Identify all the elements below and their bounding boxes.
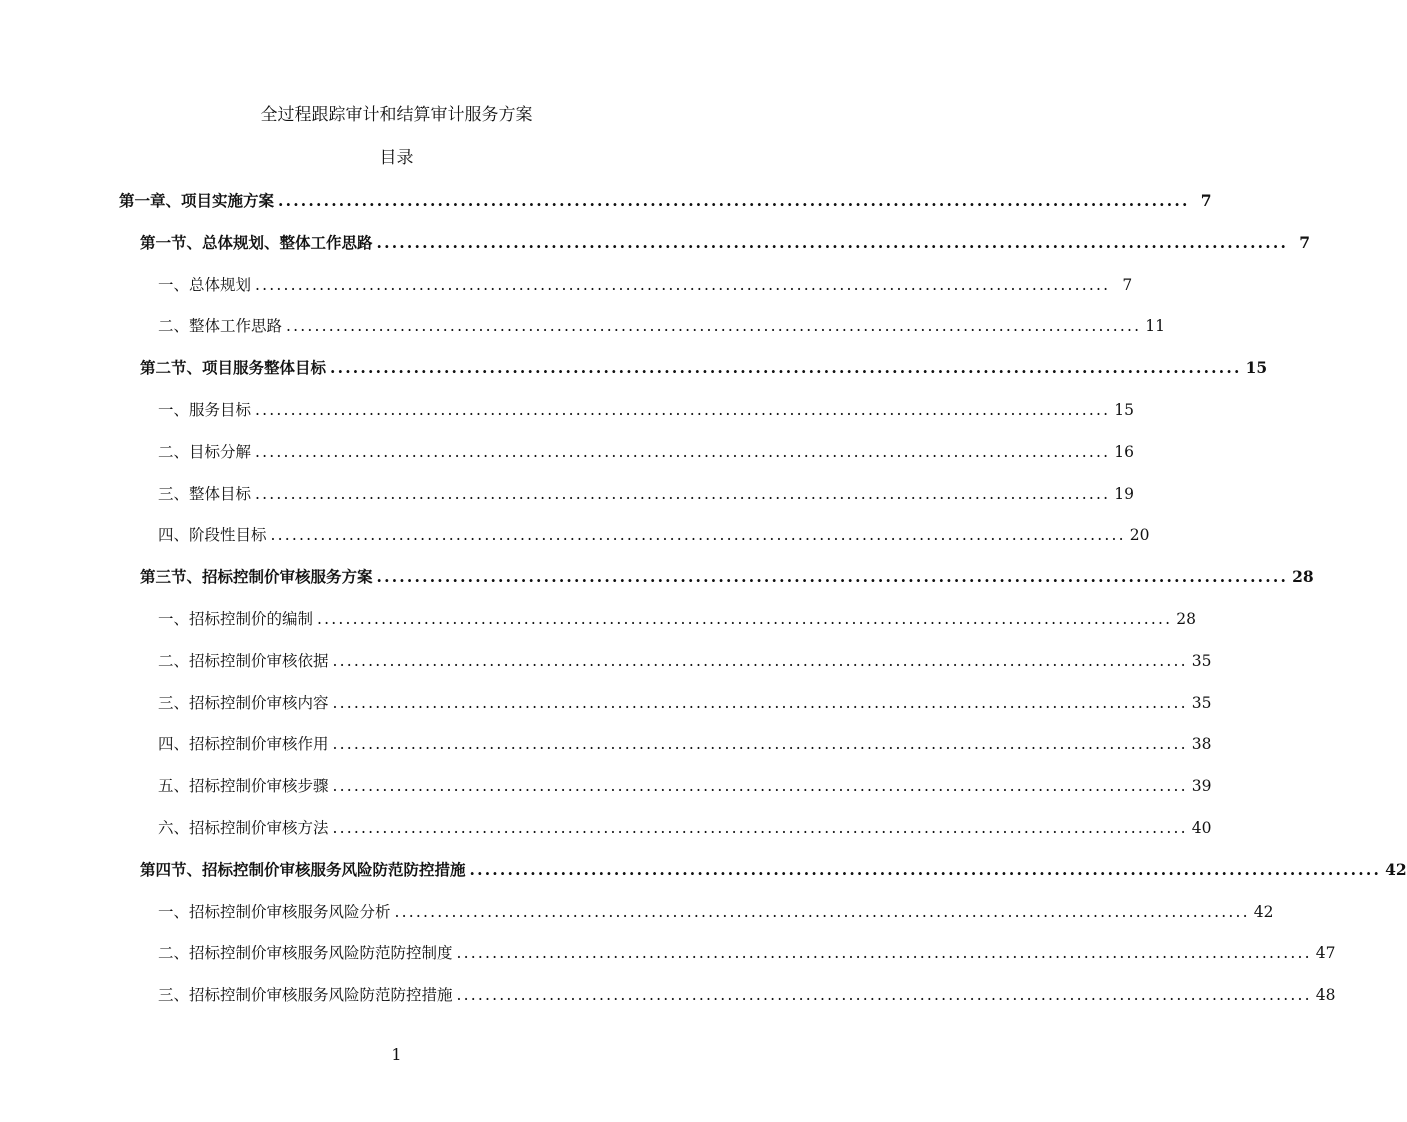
- toc-entry-label: 第一章、项目实施方案: [119, 191, 275, 210]
- toc-entry-label: 第二节、项目服务整体目标: [140, 358, 327, 378]
- toc-entry-label: 五、招标控制价审核步骤: [158, 777, 329, 796]
- toc-entry[interactable]: [140, 231, 1311, 255]
- toc-entry-page: 40: [1191, 819, 1212, 837]
- page-number: 1: [391, 1045, 402, 1064]
- toc-entry-label: 一、招标控制价审核服务风险分析: [158, 902, 391, 921]
- toc-entry-label: 二、招标控制价审核依据: [158, 651, 329, 670]
- toc-dot-leader: ........................................................................................................................: [332, 819, 1188, 837]
- toc-entry-page: 35: [1191, 651, 1212, 670]
- toc-dot-leader: ........................................................................................................................: [332, 651, 1188, 670]
- toc-entry[interactable]: [158, 440, 1134, 464]
- toc-entry[interactable]: [158, 732, 1212, 756]
- toc-entry[interactable]: [158, 523, 1150, 547]
- toc-entry[interactable]: [158, 983, 1336, 1007]
- toc-entry-label: 第四节、招标控制价审核服务风险防范防控措施: [140, 859, 466, 879]
- toc-entry-page: 15: [1114, 401, 1134, 419]
- toc-entry-page: 48: [1315, 986, 1336, 1005]
- toc-entry-page: 42: [1253, 902, 1274, 921]
- toc-entry[interactable]: [158, 816, 1212, 840]
- toc-entry-label: 一、总体规划: [158, 275, 252, 294]
- toc-entry-page: 20: [1129, 526, 1150, 545]
- toc-dot-leader: ........................................................................................................................: [255, 401, 1111, 419]
- toc-entry-page: 7: [1299, 232, 1311, 252]
- toc-entry[interactable]: [158, 398, 1134, 422]
- toc-entry-page: 28: [1176, 610, 1196, 628]
- toc-dot-leader: ........................................................................................................................: [376, 567, 1289, 587]
- toc-entry[interactable]: [158, 649, 1212, 673]
- toc-dot-leader: ........................................................................................................................: [332, 735, 1188, 754]
- toc-dot-leader: ........................................................................................................................: [332, 693, 1188, 712]
- toc-dot-leader: ........................................................................................................................: [469, 859, 1382, 879]
- toc-entry[interactable]: [158, 691, 1212, 715]
- toc-entry-label: 二、招标控制价审核服务风险防范防控制度: [158, 944, 453, 963]
- toc-entry[interactable]: [158, 314, 1165, 338]
- toc-entry-page: 19: [1114, 484, 1134, 503]
- toc-entry-page: 16: [1114, 442, 1134, 461]
- toc-entry-label: 三、招标控制价审核内容: [158, 693, 329, 712]
- toc-entry-label: 三、整体目标: [158, 484, 252, 503]
- toc-entry-page: 35: [1191, 693, 1212, 712]
- toc-dot-leader: ........................................................................................................................: [332, 777, 1188, 796]
- toc-entry-page: 15: [1245, 358, 1268, 378]
- toc-entry[interactable]: [158, 941, 1336, 965]
- toc-entry[interactable]: [140, 858, 1407, 882]
- toc-entry[interactable]: [140, 565, 1314, 589]
- toc-entry-label: 第一节、总体规划、整体工作思路: [140, 232, 373, 252]
- toc-dot-leader: ........................................................................................................................: [270, 526, 1126, 545]
- toc-entry-label: 四、招标控制价审核作用: [158, 735, 329, 754]
- toc-heading: 目录: [379, 148, 414, 168]
- toc-entry[interactable]: [158, 900, 1274, 924]
- toc-dot-leader: ........................................................................................................................: [255, 442, 1111, 461]
- toc-entry-page: 7: [1200, 191, 1212, 210]
- toc-entry-page: 38: [1191, 735, 1212, 754]
- toc-dot-leader: ........................................................................................................................: [255, 484, 1111, 503]
- toc-entry-label: 第三节、招标控制价审核服务方案: [140, 567, 373, 587]
- toc-entry-page: 28: [1292, 567, 1314, 587]
- toc-entry[interactable]: [158, 774, 1212, 798]
- toc-entry-page: 11: [1145, 317, 1165, 336]
- toc-entry-label: 四、阶段性目标: [158, 526, 267, 545]
- toc-entry[interactable]: [140, 356, 1268, 380]
- toc-entry-page: 42: [1385, 859, 1407, 879]
- toc-entry-label: 一、招标控制价的编制: [158, 610, 314, 628]
- toc-entry-label: 六、招标控制价审核方法: [158, 819, 329, 837]
- toc-entry-page: 39: [1191, 777, 1212, 796]
- toc-entry-page: 7: [1122, 275, 1133, 294]
- toc-entry[interactable]: [158, 607, 1196, 631]
- toc-entry[interactable]: [119, 189, 1212, 213]
- toc-dot-leader: ........................................................................................................................: [286, 317, 1142, 336]
- toc-dot-leader: ........................................................................................................................: [394, 902, 1250, 921]
- toc-entry-page: 47: [1315, 944, 1336, 963]
- document-title: 全过程跟踪审计和结算审计服务方案: [260, 105, 533, 125]
- toc-dot-leader: ........................................................................................................................: [456, 944, 1312, 963]
- toc-dot-leader: ........................................................................................................................: [317, 610, 1173, 628]
- toc-dot-leader: ........................................................................................................................: [376, 232, 1289, 252]
- toc-entry[interactable]: [158, 482, 1134, 506]
- toc-dot-leader: ........................................................................................................................: [255, 275, 1111, 294]
- toc-dot-leader: ........................................................................................................................: [330, 358, 1242, 378]
- toc-entry-label: 一、服务目标: [158, 401, 252, 419]
- toc-entry-label: 二、整体工作思路: [158, 317, 283, 336]
- toc-dot-leader: ........................................................................................................................: [278, 191, 1190, 210]
- toc-entry[interactable]: [158, 273, 1133, 297]
- toc-dot-leader: ........................................................................................................................: [456, 986, 1312, 1005]
- toc-entry-label: 二、目标分解: [158, 442, 252, 461]
- toc-entry-label: 三、招标控制价审核服务风险防范防控措施: [158, 986, 453, 1005]
